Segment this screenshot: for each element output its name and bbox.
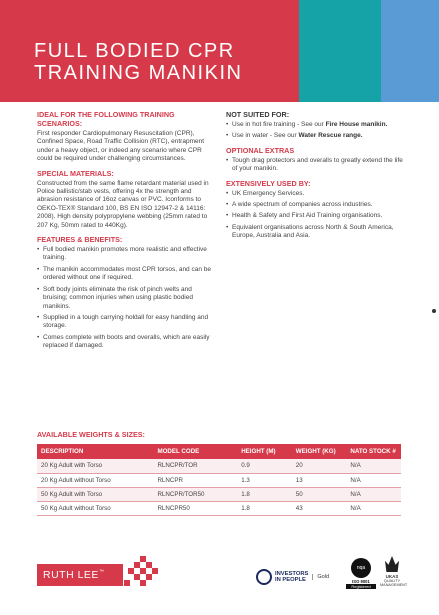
iso-sub: Registered xyxy=(346,584,376,589)
not-suited-section xyxy=(226,110,404,141)
water-rescue-link[interactable]: Water Rescue range. xyxy=(298,132,363,140)
nqa-icon: nqa xyxy=(351,558,371,578)
table-row xyxy=(37,487,401,501)
ruth-lee-logo xyxy=(37,564,123,586)
list-item: • Tough drag protectors and overalls to greatly extend the life of your manikin. xyxy=(226,157,404,174)
edge-dot xyxy=(432,309,436,313)
header-banner xyxy=(0,0,439,102)
ideal-heading: IDEAL FOR THE FOLLOWING TRAINING SCENARIOS: xyxy=(37,110,175,128)
table-cell: 50 xyxy=(292,487,347,501)
table-cell: 20 Kg Adult without Torso xyxy=(37,473,153,487)
ukas-label: UKAS xyxy=(385,574,399,579)
table-cell: 43 xyxy=(292,501,347,515)
table-row xyxy=(37,459,401,473)
fire-house-link[interactable]: Fire House manikin. xyxy=(325,121,388,128)
not-suited-text: Use in hot fire training - See our xyxy=(232,121,326,128)
table-cell: N/A xyxy=(346,501,401,515)
features-list xyxy=(37,246,217,350)
extras-list xyxy=(226,157,404,174)
right-column xyxy=(226,110,404,246)
features-heading: FEATURES & BENEFITS: xyxy=(37,235,123,245)
table-cell: N/A xyxy=(346,473,401,487)
not-suited-text: Use in water - See our xyxy=(232,132,299,140)
iip-line-2: IN PEOPLE xyxy=(275,577,306,583)
list-item: • The manikin accommodates most CPR torsos, and can be ordered without one if required. xyxy=(37,266,217,283)
iip-line-1: INVESTORS xyxy=(275,570,309,577)
title-line-1: FULL BODIED CPR xyxy=(34,40,235,62)
materials-heading: SPECIAL MATERIALS: xyxy=(37,168,114,178)
page-title xyxy=(34,40,242,84)
table-cell: 1.3 xyxy=(237,473,292,487)
column-header: WEIGHT (KG) xyxy=(295,448,336,455)
used-by-heading: EXTENSIVELY USED BY: xyxy=(226,178,311,188)
header-teal-block xyxy=(299,0,381,102)
brand-name: RUTH LEE xyxy=(43,569,99,581)
table-cell: 50 Kg Adult with Torso xyxy=(37,487,153,501)
crown-icon xyxy=(385,556,399,572)
checker-mark-icon xyxy=(124,556,158,586)
table-row xyxy=(37,501,401,515)
table-row xyxy=(37,473,401,487)
table-cell: RLNCPR/TOR50 xyxy=(153,487,237,501)
weights-table xyxy=(37,444,401,516)
table-cell: RLNCPR/TOR xyxy=(153,459,237,473)
investors-in-people-logo xyxy=(256,566,329,588)
list-item: • Comes complete with boots and overalls, which are easily replaced if damaged. xyxy=(37,334,217,351)
extras-section xyxy=(226,146,404,174)
list-item xyxy=(226,132,404,140)
table-cell: 20 Kg Adult with Torso xyxy=(37,459,153,473)
table-cell: 0.9 xyxy=(237,459,292,473)
ideal-section xyxy=(37,110,217,164)
iso-label: ISO 9001 xyxy=(352,579,370,584)
list-item: • Equivalent organisations across North & South America, Europe, Australia and Asia. xyxy=(226,224,404,241)
column-header: MODEL CODE xyxy=(157,448,200,455)
not-suited-heading: NOT SUITED FOR: xyxy=(226,110,290,119)
ukas-sub: QUALITY MANAGEMENT xyxy=(380,579,408,587)
list-item: • Soft body joints eliminate the risk of pinch welts and bruising; common injuries when using plastic bodied manikins. xyxy=(37,286,217,311)
list-item xyxy=(226,121,404,129)
not-suited-list xyxy=(226,121,404,141)
table-cell: RLNCPR50 xyxy=(153,501,237,515)
table-cell: N/A xyxy=(346,487,401,501)
used-by-list xyxy=(226,190,404,241)
table-cell: 50 Kg Adult without Torso xyxy=(37,501,153,515)
column-header: HEIGHT (M) xyxy=(241,448,276,455)
column-header: NATO STOCK # xyxy=(350,448,396,455)
column-header: DESCRIPTION xyxy=(41,448,84,455)
iip-level: Gold xyxy=(312,574,329,580)
left-column xyxy=(37,110,217,356)
table-cell: 1.8 xyxy=(237,501,292,515)
header-blue-block xyxy=(381,0,439,102)
table-header-row xyxy=(37,444,401,459)
features-section xyxy=(37,235,217,350)
brand-tm: ™ xyxy=(98,569,105,575)
list-item: • UK Emergency Services. xyxy=(226,190,404,198)
list-item: • Health & Safety and First Aid Training organisations. xyxy=(226,212,404,220)
iip-ring-icon xyxy=(256,569,272,585)
ideal-text: First responder Cardiopulmonary Resuscitation (CPR), Confined Space, Road Traffic Collision (RTC), entrapment under a heavy object, or indeed any scenario where CPR could be required under challenging circumstances. xyxy=(37,130,205,163)
materials-section xyxy=(37,169,217,230)
table-cell: 1.8 xyxy=(237,487,292,501)
extras-heading: OPTIONAL EXTRAS xyxy=(226,145,295,155)
iso-certification-badge xyxy=(346,558,376,592)
used-by-section xyxy=(226,179,404,241)
weights-heading: AVAILABLE WEIGHTS & SIZES: xyxy=(37,430,145,439)
table-cell: N/A xyxy=(346,459,401,473)
title-line-2: TRAINING MANIKIN xyxy=(34,62,243,84)
ukas-badge xyxy=(380,556,408,588)
table-cell: 20 xyxy=(292,459,347,473)
table-cell: RLNCPR xyxy=(153,473,237,487)
list-item: • Supplied in a tough carrying holdall for easy handling and storage. xyxy=(37,314,217,331)
table-cell: 13 xyxy=(292,473,347,487)
materials-text: Constructed from the same flame retardant material used in Police ballistic/stab vests, offering 4x the strength and abrasion resistance of 16oz canvas or PVC. Iconforms to OEKO-TEX® Standard 100, BS EN ISO 12947-2 & 14116: 2008). High density polypropylene webbing (25mm rated to 207 Kg, 50mm rated to 440Kg). xyxy=(37,179,209,229)
list-item: • Full bodied manikin promotes more realistic and effective training. xyxy=(37,246,217,263)
list-item: • A wide spectrum of companies across industries. xyxy=(226,201,404,209)
